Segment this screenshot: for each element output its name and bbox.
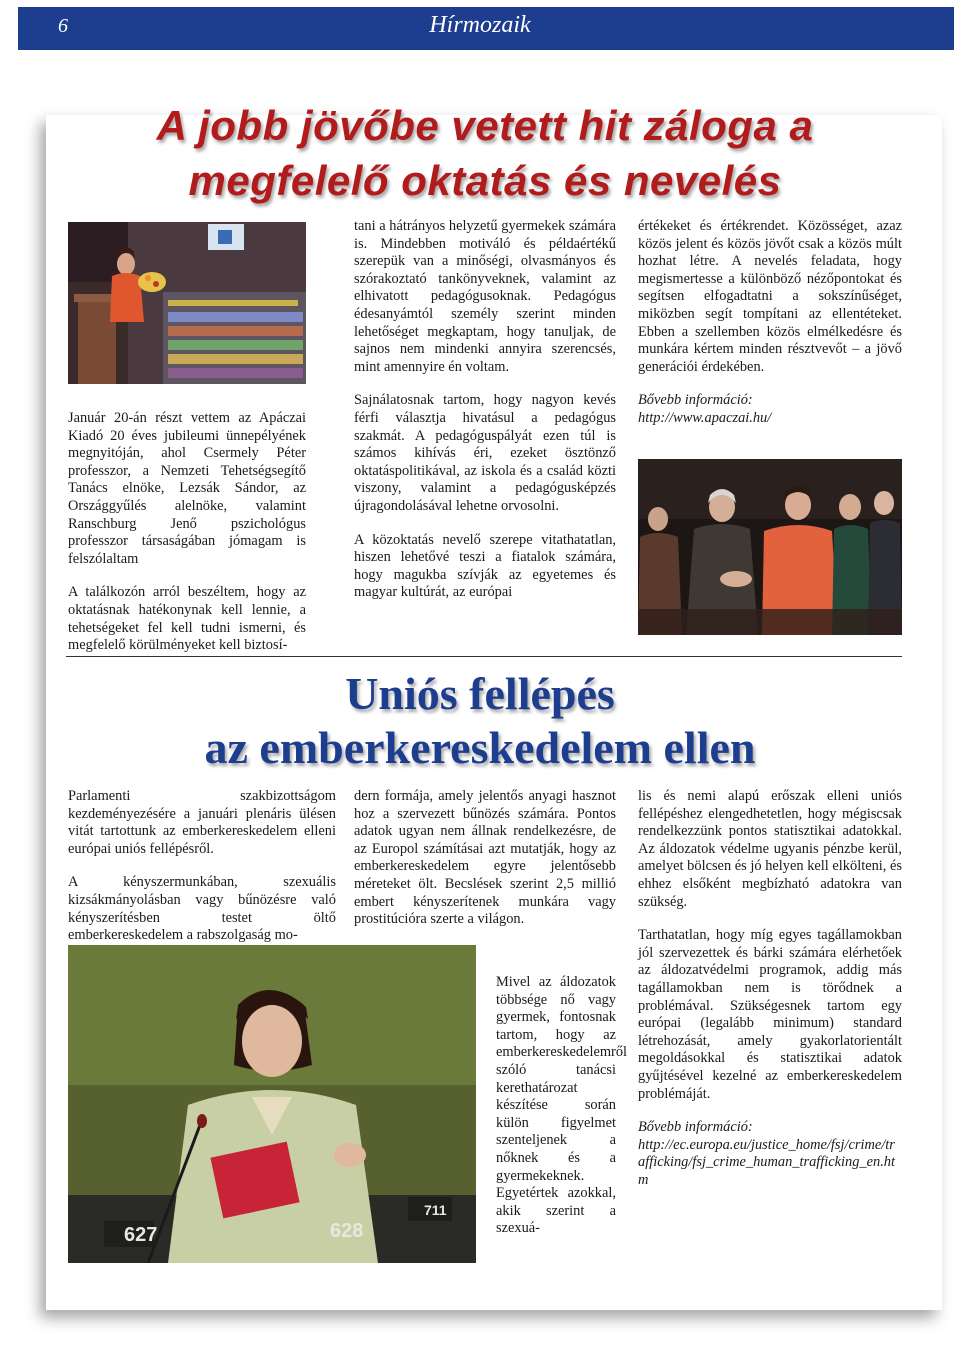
article2-title-line2: az emberkereskedelem ellen (204, 722, 756, 773)
article2-column1 (68, 788, 336, 945)
audience-photo (638, 459, 902, 635)
article1-title-line1: A jobb jövőbe vetett hit záloga a (156, 102, 814, 149)
article2-column3 (638, 788, 902, 1189)
article2-column2 (354, 788, 616, 929)
article2-col1-paragraph: Parlamenti szakbizottságom kezdeményezésére a januári plenáris ülésen vitát tartottunk az emberkereskedelem elleni európai uniós fellépésről. (68, 788, 336, 857)
article1-info-link[interactable]: http://www.apaczai.hu/ (638, 409, 772, 426)
article1-col2-paragraph: A közoktatás nevelő szerepe vitathatatlan, hiszen lehetővé teszi a fiatalok számára, hogy magukba szívják az egyetemes és magyar kultúrát, az európai (354, 531, 616, 601)
article1-info-label: Bővebb információ: (638, 392, 753, 409)
article2-col1-paragraph: A kényszermunkában, szexuális kizsákmányolásban vagy bűnözésre való kényszerítésben testet öltő emberkereskedelem a rabszolgaság mo- (68, 874, 336, 944)
article2-title-line1: Uniós fellépés (345, 668, 615, 719)
podium-photo (68, 222, 306, 384)
article1-col2-paragraph: tani a hátrányos helyzetű gyermekek számára is. Mindebben motiváló és példaértékű szerepük van a minőségi, olvasmányos és szórakoztató tankönyveknek, valamint az elhivatott pedagógusoknak. Pedagógus édesanyámtól személy szerint minden lehetőséget megkaptam, hogy tanuljak, de sajnos nem mindenki annyira szerencsés, mint amennyire én voltam. (354, 218, 616, 375)
header-title: Hírmozaik (429, 12, 531, 38)
article2-info-label: Bővebb információ: (638, 1119, 753, 1136)
seat-number-label: 711 (424, 1202, 447, 1218)
article2-col3-paragraph: lis és nemi alapú erőszak elleni uniós fellépéshez elengedhetetlen, hogy mégiscsak rendelkezzünk pontos statisztikai adatokkal. Az áldozatok védelme ugyanis pénzbe kerül, amelyet bölcsen és jó helyen kell elkölteni, és ehhez elsőként megbízható adatokra van szükség. (638, 788, 902, 910)
article1-title-line2: megfelelő oktatás és nevelés (188, 157, 782, 204)
article2-col2-paragraph: dern formája, amely jelentős anyagi hasznot hoz a szervezett bűnözés számára. Pontos adatok ugyan nem állnak rendelkezésre, de az Europol számításai azt mutatják, hogy az emberkereskedelem egyre jelentősebb méreteket ölt. Becslések szerint 2,5 millió embert kényszerítenek munkára vagy prostitúcióra szerte a világon. (354, 788, 616, 928)
article1-col1-paragraph: A találkozón arról beszéltem, hogy az oktatásnak hatékonynak kell lennie, a tehetségeket fel kell tudni ismerni, és megfelelő körülményeket kell biztosí- (68, 584, 306, 654)
section-divider (66, 656, 902, 657)
page-number: 6 (58, 15, 68, 37)
parliament-photo (68, 945, 476, 1263)
seat-number-label: 628 (330, 1220, 364, 1242)
article1-col2-paragraph: Sajnálatosnak tartom, hogy nagyon kevés férfi választja hivatásul a pedagógus szakmát. A pedagóguspályát ezen túl is számos kihívás éri, ezeket ösztönző oktatáspolitikával, az iskola és a család közti viszony, valamint a pedagógusképzés újragondolásával lehetne orvosolni. (354, 392, 616, 514)
article1-column2 (354, 218, 616, 602)
article2-column2-wrap (496, 974, 628, 1238)
article1-col1-paragraph: Január 20-án részt vettem az Apáczai Kiadó 20 éves jubileumi ünnepélyének megnyitóján, ahol Csermely Péter professzor, a Nemzeti Tehetségsegítő Tanács elnöke, Lezsák Sándor, az Országgyűlés alelnöke, valamint Ranschburg Jenő pszichológus professzor társaságában jómagam is felszólaltam (68, 410, 306, 567)
article1-column3 (638, 218, 902, 428)
seat-number-label: 627 (124, 1224, 158, 1246)
article2-info-link[interactable]: http://ec.europa.eu/justice_home/fsj/crime/trafficking/fsj_crime_human_trafficking_en.htm (638, 1136, 895, 1188)
article2-col3-paragraph: Tarthatatlan, hogy míg egyes tagállamokban jól szervezettek és bárki számára elérhetőek az áldozatvédelmi programok, addig más tagállamokban nem is törődnek a problémával. Szükségesnek tartom egy európai (legalább minimum) standard létrehozását, amely gyakorlatorientált megoldásokkal és statisztikai adatok gyűjtésével kezelné az emberkereskedelem problémáját. (638, 927, 902, 1102)
article1-column1 (68, 410, 306, 655)
article2-col2-wrap-paragraph: Mivel az áldozatok többsége nő vagy gyermek, fontosnak tartom, hogy az emberkereskedelemről szóló tanácsi kerethatározat készítése során külön figyelmet szenteljenek a nőknek és a gyermekeknek. Egyetértek azokkal, akik szerint a szexuá- (496, 974, 628, 1237)
article1-col3-paragraph: értékeket és értékrendet. Közösséget, azaz közös jelent és közös jövőt csak a közös múlt hozhat létre. A nevelés feladata, hogy megismertesse a különböző nézőpontokat és segítsen elfogadtatni a sokszínűséget, miközben segít tompítani az ellentéteket. Ebben a szellemben közös elmélkedésre és munkára kértem minden résztvevőt – a jövő generációi érdekében. (638, 218, 902, 375)
